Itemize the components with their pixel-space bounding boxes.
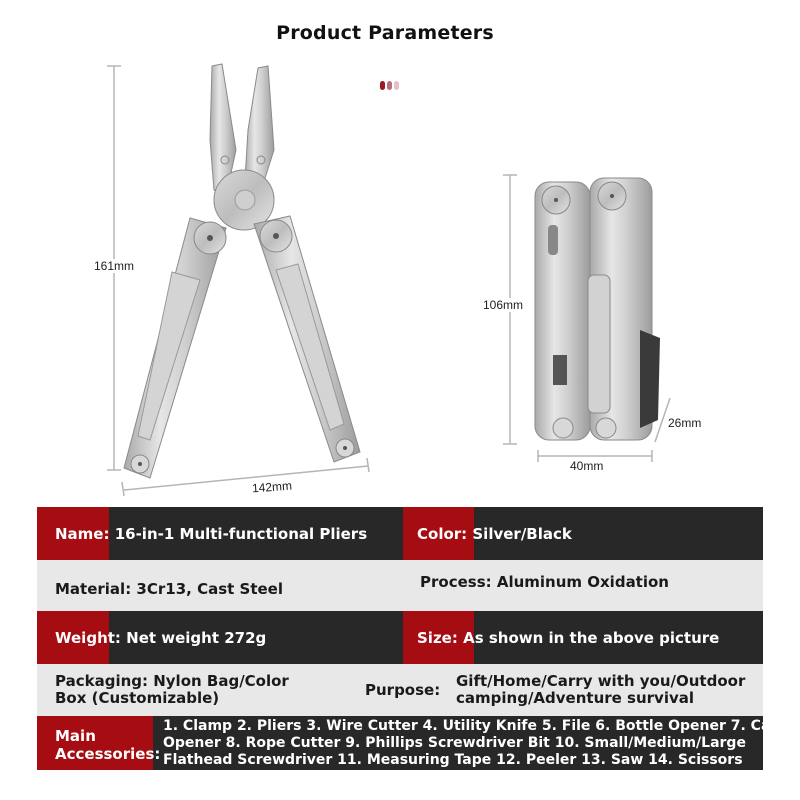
page-title: Product Parameters <box>276 22 494 44</box>
spec-row-weight-size <box>37 611 763 664</box>
spec-row-accessories <box>37 716 781 770</box>
spec-table <box>37 507 781 770</box>
height-label-closed: 106mm <box>483 298 524 312</box>
height-label-open: 161mm <box>94 259 135 273</box>
spec-row-material-process <box>37 560 763 611</box>
spec-accessories-list: 1. Clamp 2. Pliers 3. Wire Cutter 4. Utility Knife 5. File 6. Bottle Opener 7. Can Opener 8. Rope Cutter 9. Phillips Screwdriver Bit 10. Small/Medium/Large Flathead Screwdriver 11. Measuring Tape 12. Peeler 13. Saw 14. Scissors <box>163 717 781 768</box>
spec-packaging: Packaging: Nylon Bag/Color Box (Customizable) <box>55 672 289 707</box>
spec-purpose-label: Purpose: <box>365 681 441 699</box>
spec-color: Color: Silver/Black <box>417 524 572 543</box>
multitool-closed-icon <box>503 175 670 462</box>
depth-label-closed: 26mm <box>668 416 702 430</box>
spec-accessories-label: Main Accessories: <box>55 727 161 763</box>
spec-size: Size: As shown in the above picture <box>417 628 720 647</box>
spec-process: Process: Aluminum Oxidation <box>420 572 669 591</box>
spec-weight: Weight: Net weight 272g <box>55 628 267 647</box>
spec-purpose-value: Gift/Home/Carry with you/Outdoor camping/Adventure survival <box>456 672 746 707</box>
spec-material: Material: 3Cr13, Cast Steel <box>55 579 283 598</box>
spec-name: Name: 16-in-1 Multi-functional Pliers <box>55 524 368 543</box>
width-label-closed: 40mm <box>570 459 604 473</box>
width-label-open: 142mm <box>251 478 293 496</box>
multitool-open-icon <box>107 64 369 496</box>
spec-row-packaging-purpose <box>37 664 763 716</box>
spec-row-name-color <box>37 507 763 560</box>
